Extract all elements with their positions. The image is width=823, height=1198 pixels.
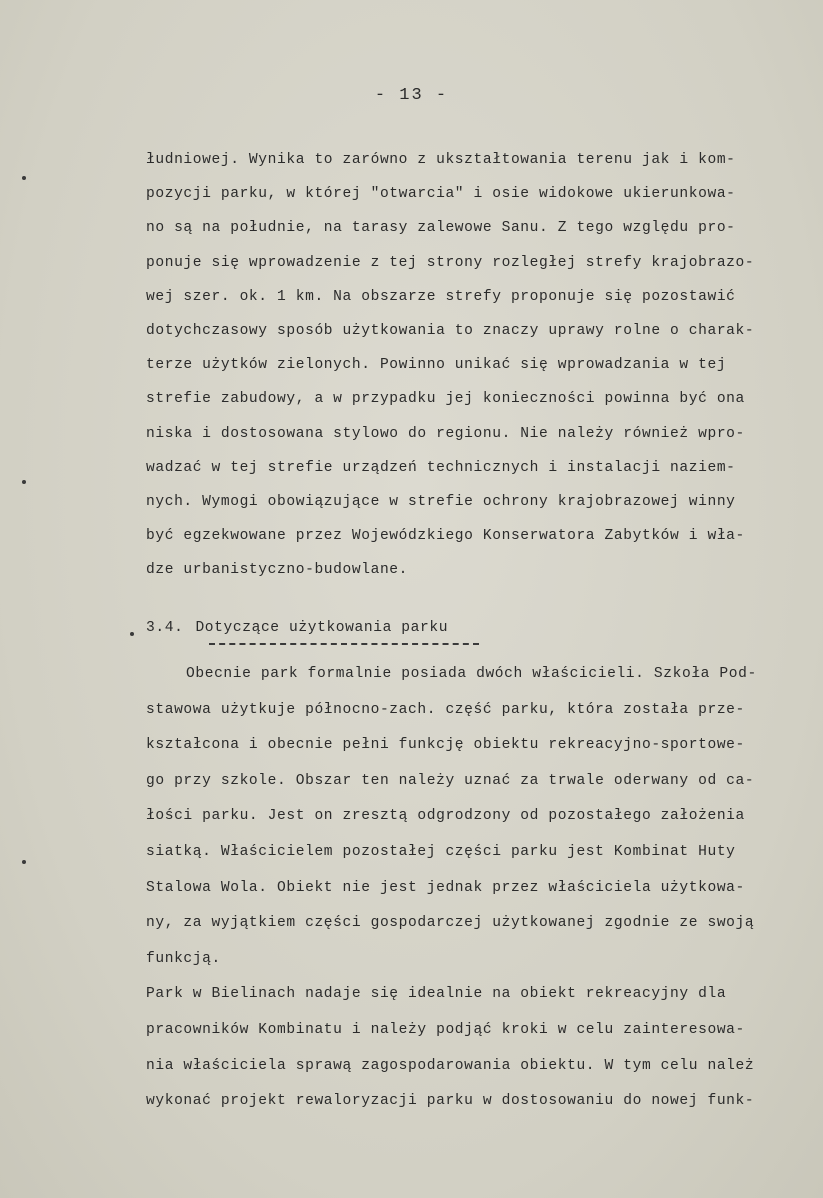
section-heading bbox=[146, 620, 806, 636]
margin-dot bbox=[22, 860, 26, 864]
text-line: być egzekwowane przez Wojewódzkiego Konserwatora Zabytków i wła- bbox=[146, 528, 745, 545]
page-number: - 13 - bbox=[374, 86, 449, 105]
margin-dot bbox=[130, 632, 134, 636]
text-line: dze urbanistyczno-budowlane. bbox=[146, 562, 409, 579]
text-line: wykonać projekt rewaloryzacji parku w dostosowaniu do nowej funk- bbox=[146, 1093, 755, 1110]
text-line: Stalowa Wola. Obiekt nie jest jednak przez właściciela użytkowa- bbox=[146, 879, 745, 896]
text-line: siatką. Właścicielem pozostałej części parku jest Kombinat Huty bbox=[146, 844, 736, 860]
text-line: niska i dostosowana stylowo do regionu. Nie należy również wpro- bbox=[146, 425, 745, 442]
text-line: ny, za wyjątkiem części gospodarczej użytkowanej zgodnie ze swoją bbox=[146, 915, 755, 932]
margin-dot bbox=[22, 176, 26, 180]
text-line: pracowników Kombinatu i należy podjąć kroki w celu zainteresowa- bbox=[146, 1022, 745, 1038]
text-line: go przy szkole. Obszar ten należy uznać za trwale oderwany od ca- bbox=[146, 772, 755, 789]
text-line: pozycji parku, w której "otwarcia" i osie widokowe ukierunkowa- bbox=[146, 186, 736, 203]
section-title: Dotyczące użytkowania parku bbox=[195, 620, 449, 636]
text-line: dotychczasowy sposób użytkowania to znaczy uprawy rolne o charak- bbox=[146, 323, 755, 339]
text-line: terze użytków zielonych. Powinno unikać się wprowadzania w tej bbox=[146, 357, 727, 374]
text-line: Obecnie park formalnie posiada dwóch właścicieli. Szkoła Pod- bbox=[186, 666, 757, 682]
section-number: 3.4. bbox=[146, 620, 184, 636]
text-line: nia właściciela sprawą zagospodarowania obiektu. W tym celu należ bbox=[146, 1057, 755, 1074]
text-line: no są na południe, na tarasy zalewowe Sanu. Z tego względu pro- bbox=[146, 220, 736, 237]
text-line: wej szer. ok. 1 km. Na obszarze strefy proponuje się pozostawić bbox=[146, 288, 736, 305]
text-line: stawowa użytkuje północno-zach. część parku, która została prze- bbox=[146, 701, 745, 718]
text-line: łości parku. Jest on zresztą odgrodzony od pozostałego założenia bbox=[146, 808, 745, 825]
text-line: funkcją. bbox=[146, 950, 221, 967]
text-line: wadzać w tej strefie urządzeń technicznych i instalacji naziem- bbox=[146, 459, 736, 476]
heading-underline bbox=[209, 643, 479, 647]
text-line: nych. Wymogi obowiązujące w strefie ochrony krajobrazowej winny bbox=[146, 494, 736, 510]
text-line: ponuje się wprowadzenie z tej strony rozległej strefy krajobrazo- bbox=[146, 254, 755, 271]
margin-dot bbox=[22, 480, 26, 484]
text-line: strefie zabudowy, a w przypadku jej konieczności powinna być ona bbox=[146, 391, 745, 408]
text-line: łudniowej. Wynika to zarówno z ukształtowania terenu jak i kom- bbox=[146, 152, 736, 168]
text-line: Park w Bielinach nadaje się idealnie na obiekt rekreacyjny dla bbox=[146, 986, 727, 1003]
text-line: kształcona i obecnie pełni funkcję obiektu rekreacyjno-sportowe- bbox=[146, 737, 745, 754]
